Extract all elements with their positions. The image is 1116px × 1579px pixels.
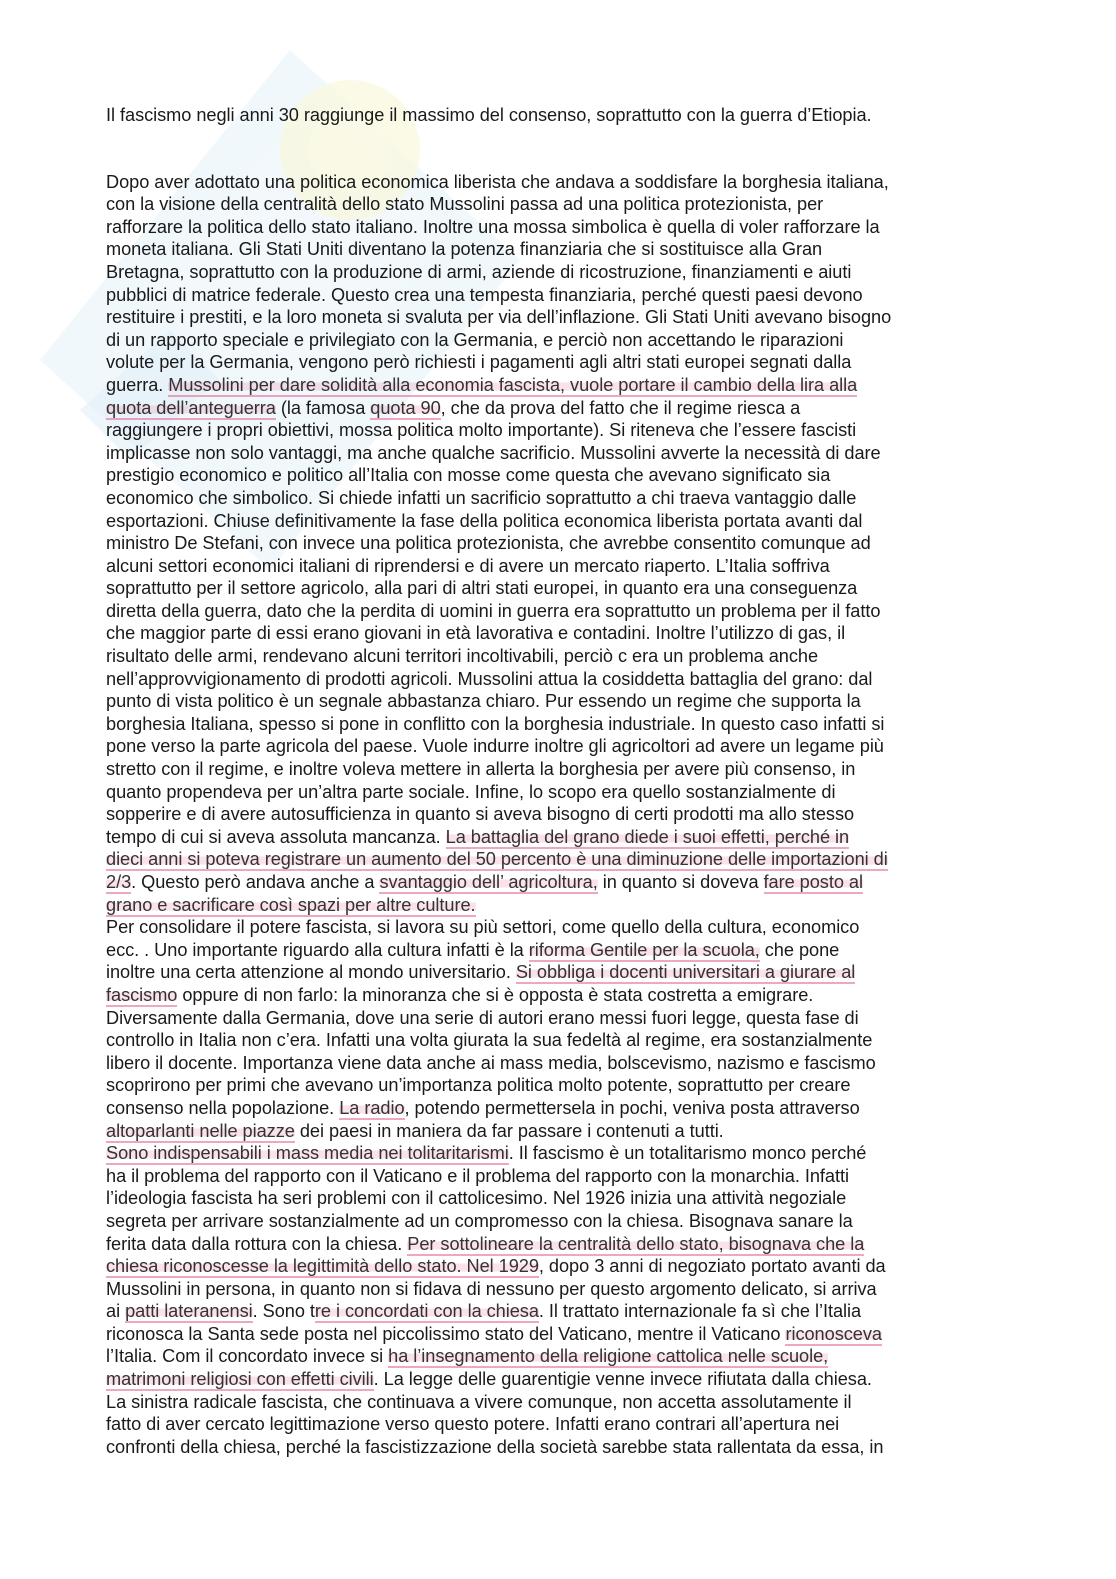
- text-line: [106, 1029, 1006, 1052]
- highlighted-text: matrimoni religiosi con effetti civili: [106, 1369, 374, 1390]
- text-segment: confronti della chiesa, perché la fascistizzazione della società sarebbe stata rallentata da essa, in: [106, 1436, 884, 1457]
- text-segment: sopperire e di avere autosufficienza in quanto si aveva bisogno di certi prodotti ma allo stesso: [106, 804, 855, 825]
- text-line: [106, 193, 1006, 216]
- text-line: [106, 826, 1006, 849]
- text-segment: guerra.: [106, 374, 169, 395]
- text-segment: esportazioni. Chiuse definitivamente la fase della politica economica liberista portata avanti dal: [106, 510, 863, 531]
- text-segment: ministro De Stefani, con invece una politica protezionista, che avrebbe consentito comunque ad: [106, 533, 871, 554]
- text-line: [106, 171, 1006, 194]
- highlighted-text: riconosceva: [785, 1323, 882, 1344]
- text-line: [106, 600, 1006, 623]
- text-line: [106, 894, 1006, 917]
- text-segment: moneta italiana. Gli Stati Uniti diventano la potenza finanziaria che si sostituisce alla Gran: [106, 239, 823, 260]
- highlighted-text: Sono indispensabili i mass media nei tolitaritarismi: [106, 1143, 509, 1164]
- text-line: [106, 577, 1006, 600]
- text-line: [106, 306, 1006, 329]
- text-segment: pubblici di matrice federale. Questo crea una tempesta finanziaria, perché questi paesi devono: [106, 284, 863, 305]
- text-line: [106, 1052, 1006, 1075]
- text-segment: ha il problema del rapporto con il Vaticano e il problema del rapporto con la monarchia. Infatti: [106, 1165, 849, 1186]
- highlighted-text: re i concordati con la chiesa: [314, 1301, 539, 1322]
- text-line: [106, 329, 1006, 352]
- text-line: [106, 758, 1006, 781]
- text-segment: pone verso la parte agricola del paese. Vuole indurre inoltre gli agricoltori ad avere un legame più: [106, 736, 884, 757]
- text-line: [106, 939, 1006, 962]
- text-line: [106, 803, 1006, 826]
- text-line: [106, 690, 1006, 713]
- text-line: [106, 510, 1006, 533]
- text-segment: , dopo 3 anni di negoziato portato avanti da: [538, 1256, 886, 1277]
- text-segment: risultato delle armi, rendevano alcuni territori incoltivabili, perciò c era un problema anche: [106, 646, 819, 667]
- highlighted-text: ha l’insegnamento della religione cattolica nelle scuole,: [388, 1346, 829, 1367]
- text-segment: (la famosa: [275, 397, 371, 418]
- text-line: [106, 1120, 1006, 1143]
- highlighted-text: quota dell’anteguerra: [106, 397, 276, 418]
- text-line: [106, 464, 1006, 487]
- text-line: [106, 555, 1006, 578]
- text-segment: nell’approvvigionamento di prodotti agricoli. Mussolini attua la cosiddetta battaglia del grano: dal: [106, 668, 873, 689]
- text-segment: economico che simbolico. Si chiede infatti un sacrificio soprattutto a chi traeva vantaggio dalle: [106, 487, 857, 508]
- text-segment: ai: [106, 1301, 126, 1322]
- text-line: [106, 1368, 1006, 1391]
- text-segment: La sinistra radicale fascista, che continuava a vivere comunque, non accetta assolutamente il: [106, 1391, 852, 1412]
- text-segment: che pone: [759, 939, 840, 960]
- highlighted-text: altoparlanti nelle piazze: [106, 1120, 295, 1141]
- text-line: [106, 1255, 1006, 1278]
- text-line: [106, 645, 1006, 668]
- document-page: [106, 104, 1006, 1458]
- text-segment: controllo in Italia non c’era. Infatti una volta giurata la sua fedeltà al regime, era sostanzialmente: [106, 1030, 873, 1051]
- text-segment: oppure di non farlo: la minoranza che si è opposta è stata costretta a emigrare.: [177, 984, 814, 1005]
- text-segment: tempo di cui si aveva assoluta mancanza.: [106, 826, 446, 847]
- text-line: [106, 532, 1006, 555]
- text-line: [106, 1345, 1006, 1368]
- text-segment: prestigio economico e politico all’Italia con mosse come questa che avevano significato sia: [106, 465, 831, 486]
- highlighted-text: Per sottolineare la centralità dello stato, bisognava che la: [407, 1233, 865, 1254]
- text-line: [106, 1300, 1006, 1323]
- text-segment: rafforzare la politica dello stato italiano. Inoltre una mossa simbolica è quella di voler rafforzare la: [106, 216, 880, 237]
- text-line: [106, 1233, 1006, 1256]
- highlighted-text: La battaglia del grano diede i suoi effetti, perché in: [445, 826, 850, 847]
- text-line: [106, 238, 1006, 261]
- text-segment: l’Italia. Com il concordato invece si: [106, 1346, 389, 1367]
- text-segment: Diversamente dalla Germania, dove una serie di autori erano messi fuori legge, questa fase di: [106, 1007, 859, 1028]
- text-line: [106, 1142, 1006, 1165]
- text-segment: , che da prova del fatto che il regime riesca a: [440, 397, 801, 418]
- text-segment: raggiungere i propri obiettivi, mossa politica molto importante). Si riteneva che l’essere fascisti: [106, 420, 857, 441]
- highlighted-text: chiesa riconoscesse la legittimità dello stato. Nel 1929: [106, 1256, 539, 1277]
- text-segment: Dopo aver adottato una politica economica liberista che andava a soddisfare la borghesia italiana,: [106, 171, 889, 192]
- text-line: [106, 261, 1006, 284]
- text-line: [106, 735, 1006, 758]
- text-segment: Mussolini in persona, in quanto non si fidava di nessuno per questo argomento delicato, si arriva: [106, 1278, 877, 1299]
- highlighted-text: Mussolini per dare solidità alla economia fascista, vuole portare il cambio della lira alla: [168, 374, 858, 395]
- text-line: [106, 1210, 1006, 1233]
- text-line: [106, 1097, 1006, 1120]
- text-segment: , potendo permettersela in pochi, veniva posta attraverso: [404, 1097, 860, 1118]
- text-segment: ferita data dalla rottura con la chiesa.: [106, 1233, 408, 1254]
- text-segment: stretto con il regime, e inoltre voleva mettere in allerta la borghesia per avere più consenso, in: [106, 759, 856, 780]
- highlighted-text: quota 90: [370, 397, 441, 418]
- text-line: [106, 1074, 1006, 1097]
- text-segment: Bretagna, soprattutto con la produzione di armi, aziende di ricostruzione, finanziamenti e aiuti: [106, 261, 852, 282]
- text-line: [106, 668, 1006, 691]
- text-segment: soprattutto per il settore agricolo, alla pari di altri stati europei, in quanto era una conseguenza: [106, 578, 858, 599]
- text-line: [106, 1323, 1006, 1346]
- text-line: [106, 961, 1006, 984]
- text-segment: inoltre una certa attenzione al mondo universitario.: [106, 962, 516, 983]
- highlighted-text: dieci anni si poteva registrare un aumento del 50 percento è una diminuzione delle importazioni di: [106, 849, 888, 870]
- text-line: [106, 1391, 1006, 1414]
- text-segment: di un rapporto speciale e privilegiato con la Germania, e perciò non accettando le riparazioni: [106, 329, 844, 350]
- text-segment: diretta della guerra, dato che la perdita di uomini in guerra era soprattutto un problema per il fatto: [106, 600, 881, 621]
- highlighted-text: svantaggio dell’ agricoltura,: [379, 872, 598, 892]
- text-segment: in quanto si doveva: [597, 872, 764, 892]
- text-segment: alcuni settori economici italiani di riprendersi e di avere un mercato riaperto. L’Italia soffriva: [106, 555, 830, 576]
- text-line: [106, 622, 1006, 645]
- text-line: [106, 984, 1006, 1007]
- highlighted-text: Si obbliga i docenti universitari a giurare al: [515, 962, 856, 983]
- text-segment: restituire i prestiti, e la loro moneta si svaluta per via dell’inflazione. Gli Stati Uniti avevano bisogno: [106, 307, 892, 328]
- text-line: [106, 487, 1006, 510]
- text-segment: libero il docente. Importanza viene data anche ai mass media, bolscevismo, nazismo e fascismo: [106, 1052, 876, 1073]
- intro-paragraph: Il fascismo negli anni 30 raggiunge il massimo del consenso, soprattutto con la guerra d’Etiopia.: [106, 105, 872, 125]
- text-segment: ecc. . Uno importante riguardo alla cultura infatti è la: [106, 939, 529, 960]
- text-line: [106, 397, 1006, 420]
- text-segment: . Il trattato internazionale fa sì che l’Italia: [538, 1301, 862, 1322]
- text-segment: fatto di aver cercato legittimazione verso questo potere. Infatti erano contrari all’apertura nei: [106, 1414, 840, 1435]
- highlighted-text: 2/3: [106, 872, 132, 892]
- highlighted-text: grano e sacrificare così spazi per altre culture.: [106, 894, 476, 915]
- body-paragraph: [106, 171, 1006, 1459]
- highlighted-text: fare posto al: [763, 872, 863, 892]
- highlighted-text: riforma Gentile per la scuola,: [528, 939, 760, 960]
- text-segment: implicasse non solo vantaggi, ma anche qualche sacrificio. Mussolini avverte la necessità di dare: [106, 442, 881, 463]
- text-segment: dei paesi in maniera da far passare i contenuti a tutti.: [294, 1120, 724, 1141]
- text-segment: volute per la Germania, vengono però richiesti i pagamenti agli altri stati europei segnati dalla: [106, 352, 852, 373]
- text-segment: scoprirono per primi che avevano un’importanza politica molto potente, soprattutto per creare: [106, 1075, 851, 1096]
- text-line: [106, 848, 1006, 871]
- text-line: [106, 419, 1006, 442]
- highlighted-text: fascismo: [106, 984, 178, 1005]
- text-line: [106, 916, 1006, 939]
- text-segment: borghesia Italiana, spesso si pone in conflitto con la borghesia industriale. In questo caso infatti si: [106, 713, 885, 734]
- text-line: [106, 442, 1006, 465]
- text-line: [106, 1413, 1006, 1436]
- text-line: [106, 781, 1006, 804]
- text-line: [106, 216, 1006, 239]
- text-segment: quanto propendeva per un’altra parte sociale. Infine, lo scopo era quello sostanzialmente di: [106, 781, 836, 802]
- text-segment: segreta per arrivare sostanzialmente ad un compromesso con la chiesa. Bisognava sanare la: [106, 1210, 853, 1231]
- text-line: [106, 1278, 1006, 1301]
- text-line: [106, 871, 1006, 894]
- text-line: [106, 284, 1006, 307]
- text-segment: che maggior parte di essi erano giovani in età lavorativa e contadini. Inoltre l’utilizzo di gas, il: [106, 623, 846, 644]
- text-segment: con la visione della centralità dello stato Mussolini passa ad una politica protezionista, per: [106, 194, 824, 215]
- text-line: [106, 713, 1006, 736]
- text-segment: Per consolidare il potere fascista, si lavora su più settori, come quello della cultura, economico: [106, 917, 860, 938]
- highlighted-text: patti lateranensi: [125, 1301, 253, 1322]
- text-line: [106, 351, 1006, 374]
- text-segment: punto di vista politico è un segnale abbastanza chiaro. Pur essendo un regime che supporta la: [106, 691, 861, 712]
- text-line: [106, 1187, 1006, 1210]
- text-line: [106, 1007, 1006, 1030]
- text-segment: consenso nella popolazione.: [106, 1097, 340, 1118]
- text-segment: riconosca la Santa sede posta nel piccolissimo stato del Vaticano, mentre il Vaticano: [106, 1323, 786, 1344]
- text-segment: . Sono t: [252, 1301, 315, 1322]
- text-line: [106, 374, 1006, 397]
- text-segment: l’ideologia fascista ha seri problemi con il cattolicesimo. Nel 1926 inizia una attività negoziale: [106, 1188, 847, 1209]
- text-line: [106, 1165, 1006, 1188]
- highlighted-text: La radio: [339, 1097, 405, 1118]
- text-line: [106, 1436, 1006, 1459]
- text-segment: . Il fascismo è un totalitarismo monco perché: [508, 1143, 867, 1164]
- text-segment: . Questo però andava anche a: [131, 872, 380, 892]
- text-segment: . La legge delle guarentigie venne invece rifiutata dalla chiesa.: [373, 1369, 872, 1390]
